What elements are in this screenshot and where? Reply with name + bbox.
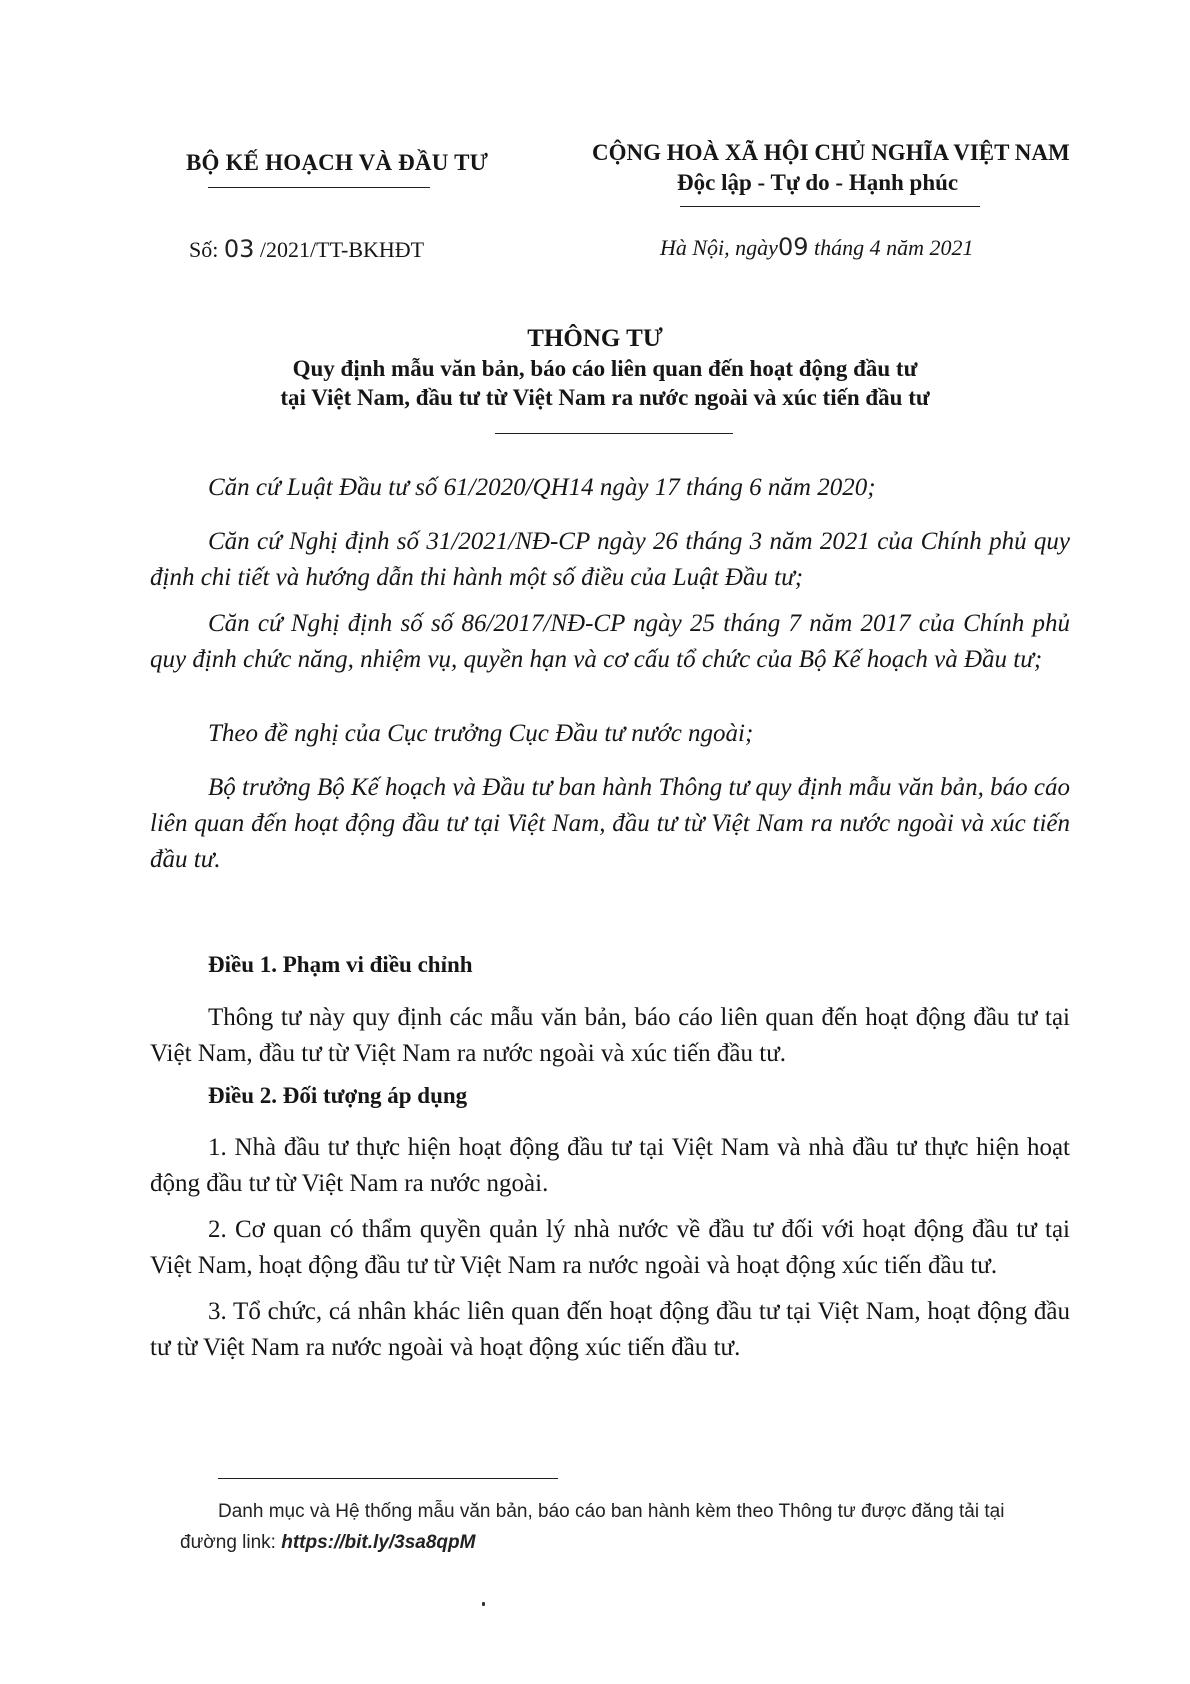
doc-number-handwritten: 03 [223,235,255,263]
footnote-text: Danh mục và Hệ thống mẫu văn bản, báo cáo ban hành kèm theo Thông tư được đăng tải tại đường link: [180,1501,1005,1553]
date-day-handwritten: 09 [777,233,809,261]
ministry-underline [208,187,430,188]
article-2-heading: Điều 2. Đối tượng áp dụng [208,1083,468,1108]
scan-speck [482,1602,485,1606]
preamble-clause: Theo đề nghị của Cục trưởng Cục Đầu tư nước ngoài; [208,720,754,747]
doc-number-prefix: Số: [189,237,219,262]
footnote-separator [218,1478,558,1479]
national-motto: Độc lập - Tự do - Hạnh phúc [677,170,959,195]
date-prefix: Hà Nội, ngày [660,235,778,260]
article-2-item: 1. Nhà đầu tư thực hiện hoạt động đầu tư tại Việt Nam và nhà đầu tư thực hiện hoạt động đầu tư từ Việt Nam ra nước ngoài. [150,1134,1070,1197]
article-2-item: 2. Cơ quan có thẩm quyền quản lý nhà nước về đầu tư đối với hoạt động đầu tư tại Việt Nam, hoạt động đầu tư từ Việt Nam ra nước ngoài và hoạt động xúc tiến đầu tư. [150,1216,1070,1279]
preamble-clause: Bộ trưởng Bộ Kế hoạch và Đầu tư ban hành Thông tư quy định mẫu văn bản, báo cáo liên quan đến hoạt động đầu tư tại Việt Nam, đầu tư từ Việt Nam ra nước ngoài và xúc tiến đầu tư. [150,774,1070,873]
preamble-clause: Căn cứ Nghị định số số 86/2017/NĐ-CP ngày 25 tháng 7 năm 2017 của Chính phủ quy định chức năng, nhiệm vụ, quyền hạn và cơ cấu tổ chức của Bộ Kế hoạch và Đầu tư; [150,610,1070,673]
article-2-item: 3. Tổ chức, cá nhân khác liên quan đến hoạt động đầu tư tại Việt Nam, hoạt động đầu tư từ Việt Nam ra nước ngoài và hoạt động xúc tiến đầu tư. [150,1298,1070,1361]
issuing-ministry: BỘ KẾ HOẠCH VÀ ĐẦU TƯ [186,150,489,175]
article-1-body: Thông tư này quy định các mẫu văn bản, báo cáo liên quan đến hoạt động đầu tư tại Việt Nam, đầu tư từ Việt Nam ra nước ngoài và xúc tiến đầu tư. [150,1004,1070,1067]
document-number [189,235,424,263]
preamble-clause: Căn cứ Luật Đầu tư số 61/2020/QH14 ngày 17 tháng 6 năm 2020; [208,474,876,501]
article-1-heading: Điều 1. Phạm vi điều chỉnh [208,952,473,977]
footnote-link[interactable]: https://bit.ly/3sa8qpM [281,1532,476,1553]
title-underline [495,433,733,434]
footnote [180,1496,1056,1558]
place-and-date [660,233,974,261]
country-name: CỘNG HOÀ XÃ HỘI CHỦ NGHĨA VIỆT NAM [592,140,1070,165]
preamble-clause: Căn cứ Nghị định số 31/2021/NĐ-CP ngày 26 tháng 3 năm 2021 của Chính phủ quy định chi tiết và hướng dẫn thi hành một số điều của Luật Đầu tư; [150,528,1070,591]
document-title-line-2: tại Việt Nam, đầu tư từ Việt Nam ra nước ngoài và xúc tiến đầu tư [280,385,930,410]
document-type: THÔNG TƯ [527,325,663,352]
doc-number-suffix: /2021/TT-BKHĐT [259,237,425,262]
motto-underline [680,206,980,207]
document-title-line-1: Quy định mẫu văn bản, báo cáo liên quan đến hoạt động đầu tư [292,356,918,381]
date-suffix: tháng 4 năm 2021 [814,235,974,260]
